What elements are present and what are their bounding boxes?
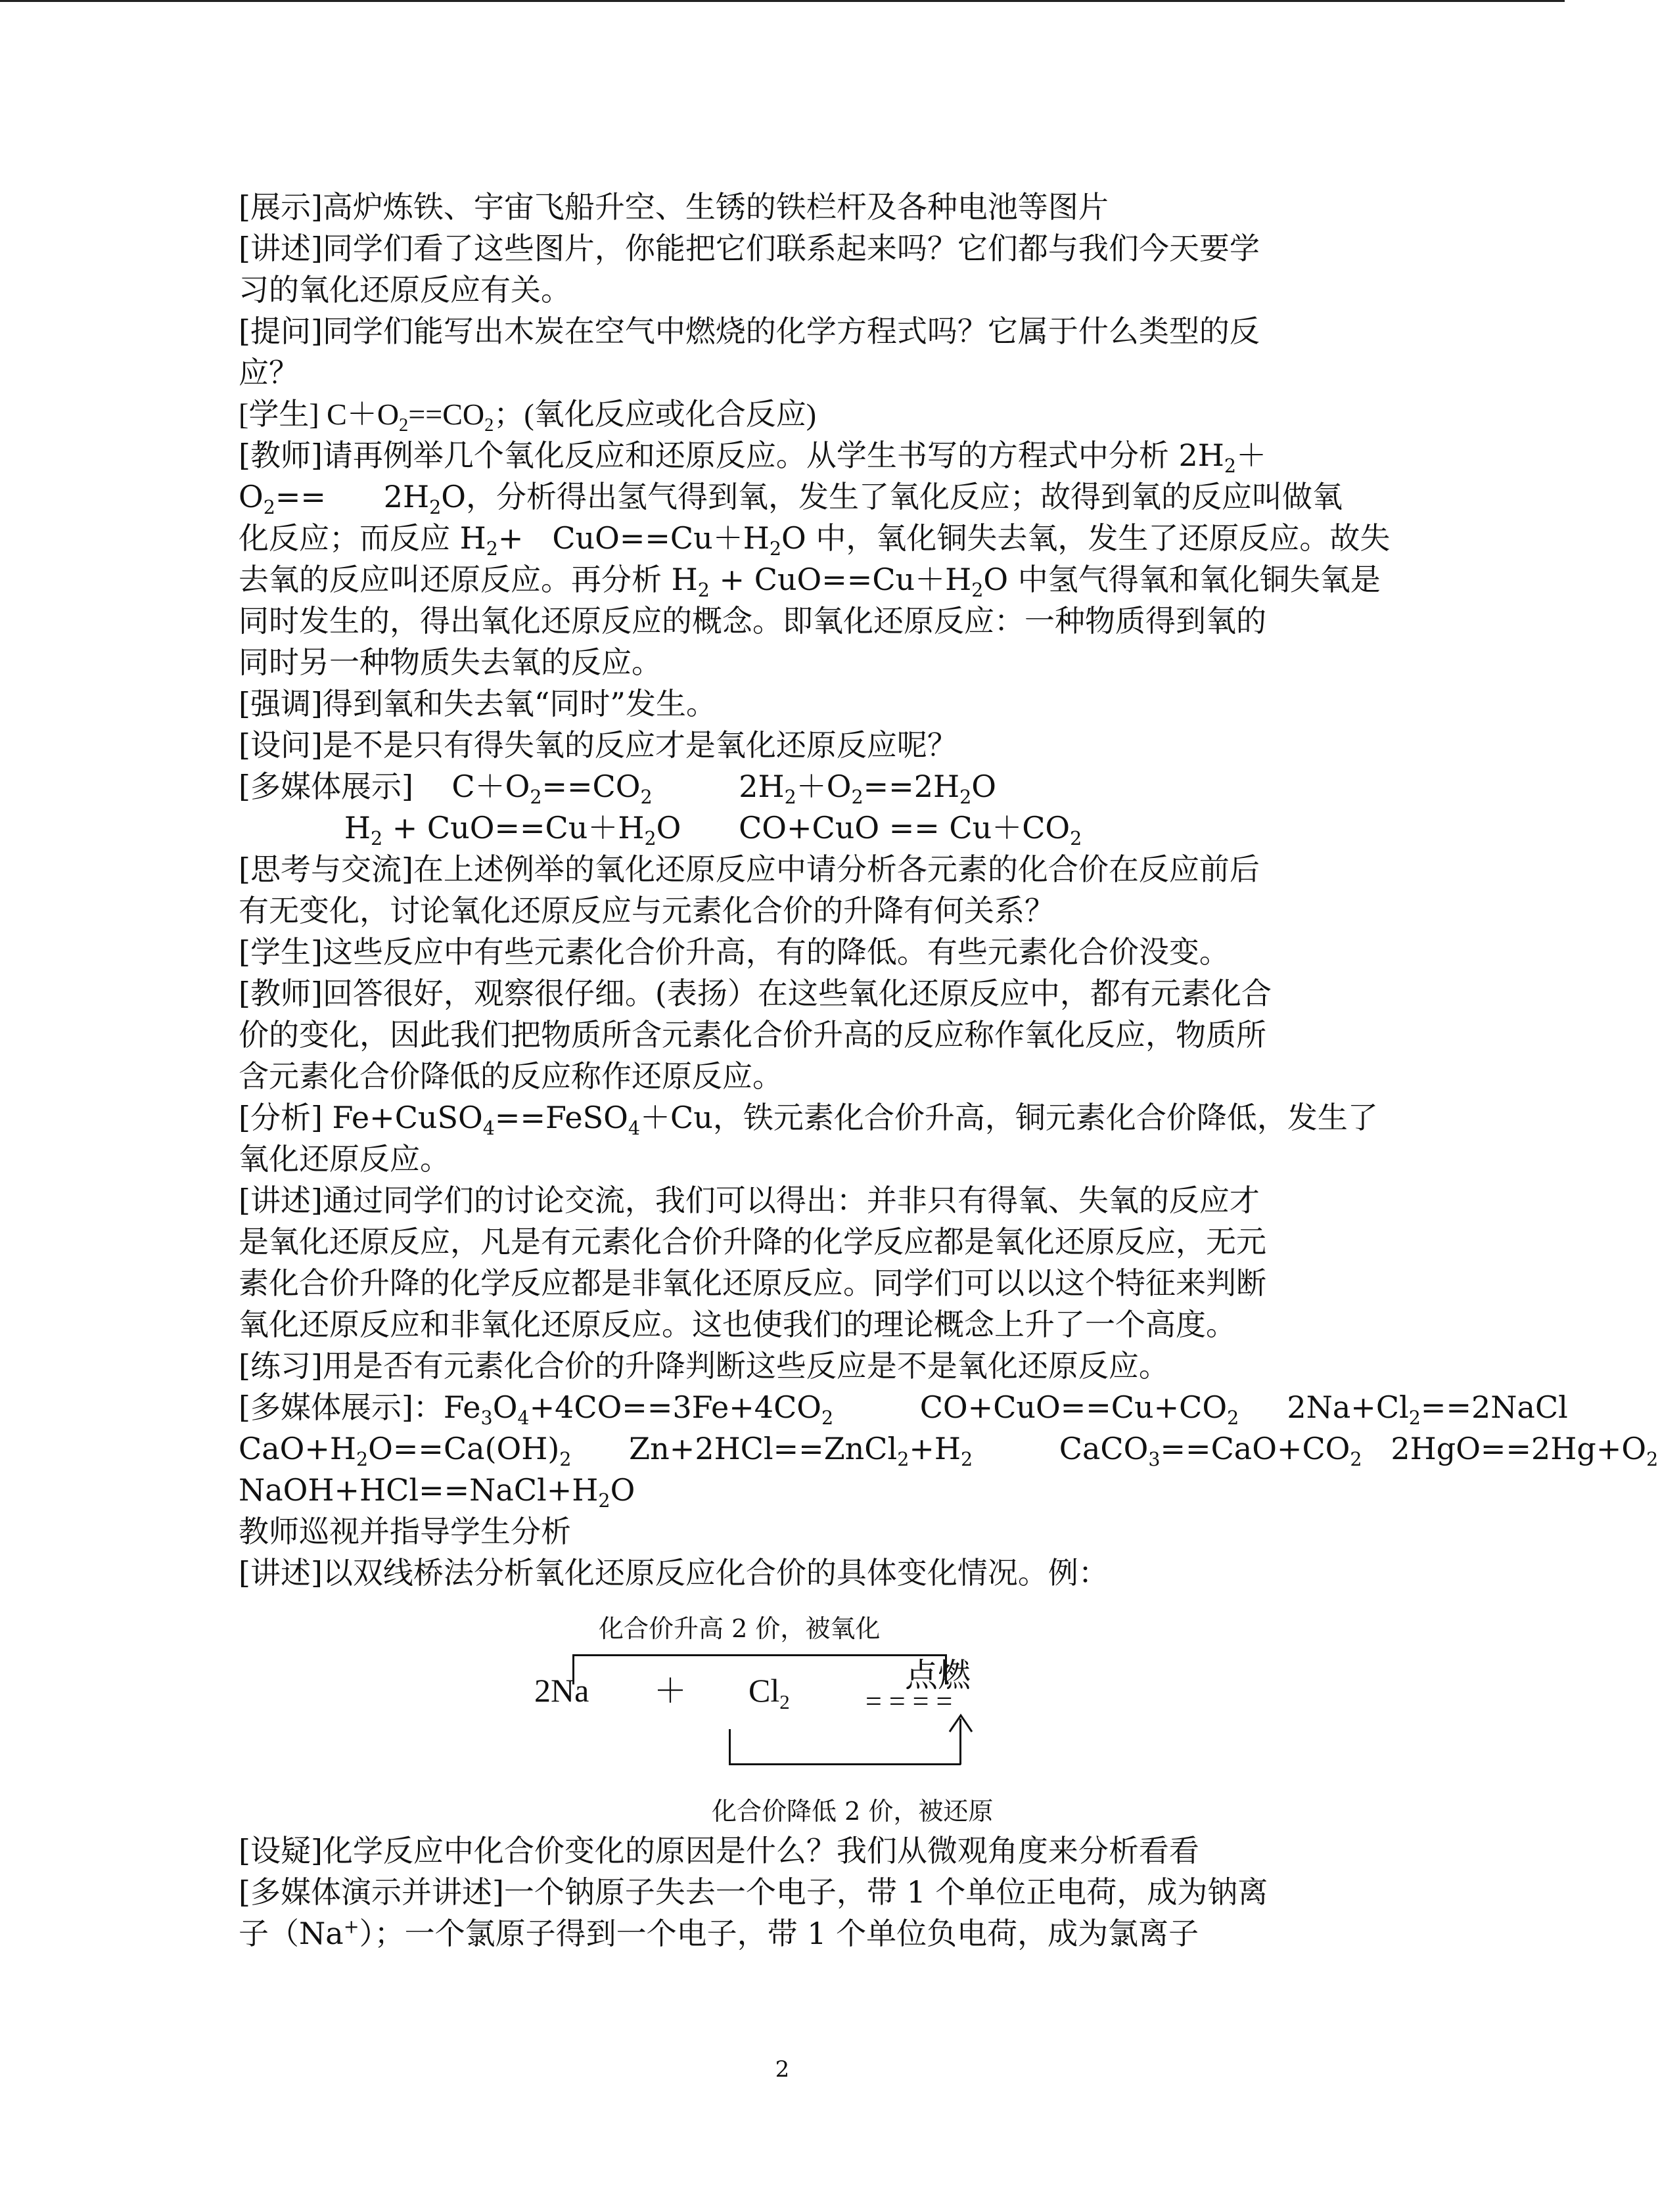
line-multimedia-4: $CaO+H_2O==Ca(OH)_2$ $Zn+2HCl==ZnCl_2+H_2$ $CaCO_3==CaO+CO_2$ $2HgO==2Hg+O_2$ <box>239 1431 1658 1471</box>
line-student-equation: [学生] $C+O_2==CO_2$；(氧化反应或化合反应) <box>239 397 817 436</box>
line-narration-3: [讲述]以双线桥法分析氧化还原反应化合价的具体变化情况。例： <box>239 1555 1109 1591</box>
line-teacher: [教师]请再例举几个氧化反应和还原反应。从学生书写的方程式中分析 $2H_2+$ <box>239 438 1267 478</box>
page-number: 2 <box>775 2056 790 2083</box>
line-narration: [讲述]同学们看了这些图片，你能把它们联系起来吗？它们都与我们今天要学 <box>239 231 1260 266</box>
arrow-up-icon <box>948 1713 973 1733</box>
line-teacher-cont-4: 同时发生的，得出氧化还原反应的概念。即氧化还原反应：一种物质得到氧的 <box>239 603 1266 639</box>
line-teacher-patrol: 教师巡视并指导学生分析 <box>239 1514 571 1549</box>
reduction-label: 化合价降低 2 价，被还原 <box>712 1797 994 1826</box>
line-multimedia-2: $H_2 + CuO==Cu+H_2O$ $CO+CuO == Cu+CO_2$ <box>239 810 1082 850</box>
line-teacher-cont-1: $O_2==$ $2H_2O$，分析得出氢气得到氧，发生了氧化反应；故得到氧的反应叫做氧 <box>239 479 1343 519</box>
line-multimedia-5: $NaOH+HCl==NaCl+H_2O$ <box>239 1472 635 1512</box>
plus-sign: ＋ <box>654 1673 687 1709</box>
line-exercise: [练习]用是否有元素化合价的升降判断这些反应是不是氧化还原反应。 <box>239 1348 1169 1384</box>
line-analysis: [分析] Fe+CuSO$_4$==FeSO$_4$＋Cu，铁元素化合价升高，铜元素化合价降低，发生了 <box>239 1100 1378 1140</box>
line-think-discuss: [思考与交流]在上述例举的氧化还原反应中请分析各元素的化合价在反应前后 <box>239 851 1260 887</box>
oxidation-bridge-top <box>572 1654 947 1656</box>
line-think-discuss-cont: 有无变化，讨论氧化还原反应与元素化合价的升降有何关系？ <box>239 893 1055 928</box>
reaction-condition: 点燃 <box>905 1656 971 1694</box>
line-rhetorical-question: [设问]是不是只有得失氧的反应才是氧化还原反应呢？ <box>239 727 957 763</box>
line-student-answer: [学生]这些反应中有些元素化合价升高，有的降低。有些元素化合价没变。 <box>239 934 1230 970</box>
line-emphasis: [强调]得到氧和失去氧“同时”发生。 <box>239 686 716 721</box>
line-multimedia-3: [多媒体展示]：$Fe_3O_4+4CO==3Fe+4CO_2$ $CO+CuO==Cu+CO_2$ $2Na+Cl_2==2NaCl$ <box>239 1389 1568 1430</box>
line-teacher-cont-5: 同时另一种物质失去氧的反应。 <box>239 644 662 680</box>
line-teacher-praise-cont-1: 价的变化，因此我们把物质所含元素化合价升高的反应称作氧化反应，物质所 <box>239 1017 1266 1052</box>
reduction-bridge-bottom <box>729 1763 961 1765</box>
oxidation-label: 化合价升高 2 价，被氧化 <box>599 1614 881 1643</box>
line-analysis-cont: 氧化还原反应。 <box>239 1141 450 1177</box>
line-doubt: [设疑]化学反应中化合价变化的原因是什么？我们从微观角度来分析看看 <box>239 1833 1199 1868</box>
double-bridge-diagram <box>239 1594 1329 1830</box>
line-teacher-praise-cont-2: 含元素化合价降低的反应称作还原反应。 <box>239 1058 783 1094</box>
line-multimedia-1: [多媒体展示] $C+O_2==CO_2$ $2H_2+O_2==2H_2O$ <box>239 769 996 809</box>
line-teacher-cont-2: 化反应；而反应 $H_2+ CuO==Cu+H_2O$ 中，氧化铜失去氧，发生了还原反应。故失 <box>239 520 1391 560</box>
reaction-equals: = = = = <box>865 1685 953 1717</box>
document-page <box>239 187 1658 1954</box>
line-narration-2-cont-3: 氧化还原反应和非氧化还原反应。这也使我们的理论概念上升了一个高度。 <box>239 1307 1236 1342</box>
line-multimedia-demo-cont: 子（Na+）；一个氯原子得到一个电子，带 1 个单位负电荷，成为氯离子 <box>239 1916 1199 1951</box>
line-question-cont: 应？ <box>239 355 299 390</box>
reactant-chlorine: $Cl_2$ <box>748 1672 790 1713</box>
line-teacher-praise: [教师]回答很好，观察很仔细。(表扬）在这些氧化还原反应中，都有元素化合 <box>239 976 1272 1011</box>
line-narration-2-cont-1: 是氧化还原反应，凡是有元素化合价升降的化学反应都是氧化还原反应，无元 <box>239 1224 1266 1259</box>
line-multimedia-demo: [多媒体演示并讲述]一个钠原子失去一个电子，带 1 个单位正电荷，成为钠离 <box>239 1874 1268 1910</box>
line-teacher-cont-3: 去氧的反应叫还原反应。再分析 $H_2 + CuO==Cu+H_2O$ 中氢气得氧和氧化铜失氧是 <box>239 562 1381 602</box>
line-narration-2: [讲述]通过同学们的讨论交流，我们可以得出：并非只有得氧、失氧的反应才 <box>239 1183 1260 1218</box>
line-narration-cont: 习的氧化还原反应有关。 <box>239 272 571 307</box>
line-question: [提问]同学们能写出木炭在空气中燃烧的化学方程式吗？它属于什么类型的反 <box>239 313 1260 349</box>
reactant-sodium: 2Na <box>534 1672 589 1709</box>
reduction-bridge-left <box>729 1729 731 1765</box>
line-display: [展示]高炉炼铁、宇宙飞船升空、生锈的铁栏杆及各种电池等图片 <box>239 189 1109 225</box>
top-border <box>0 0 1565 2</box>
line-narration-2-cont-2: 素化合价升降的化学反应都是非氧化还原反应。同学们可以以这个特征来判断 <box>239 1265 1266 1301</box>
